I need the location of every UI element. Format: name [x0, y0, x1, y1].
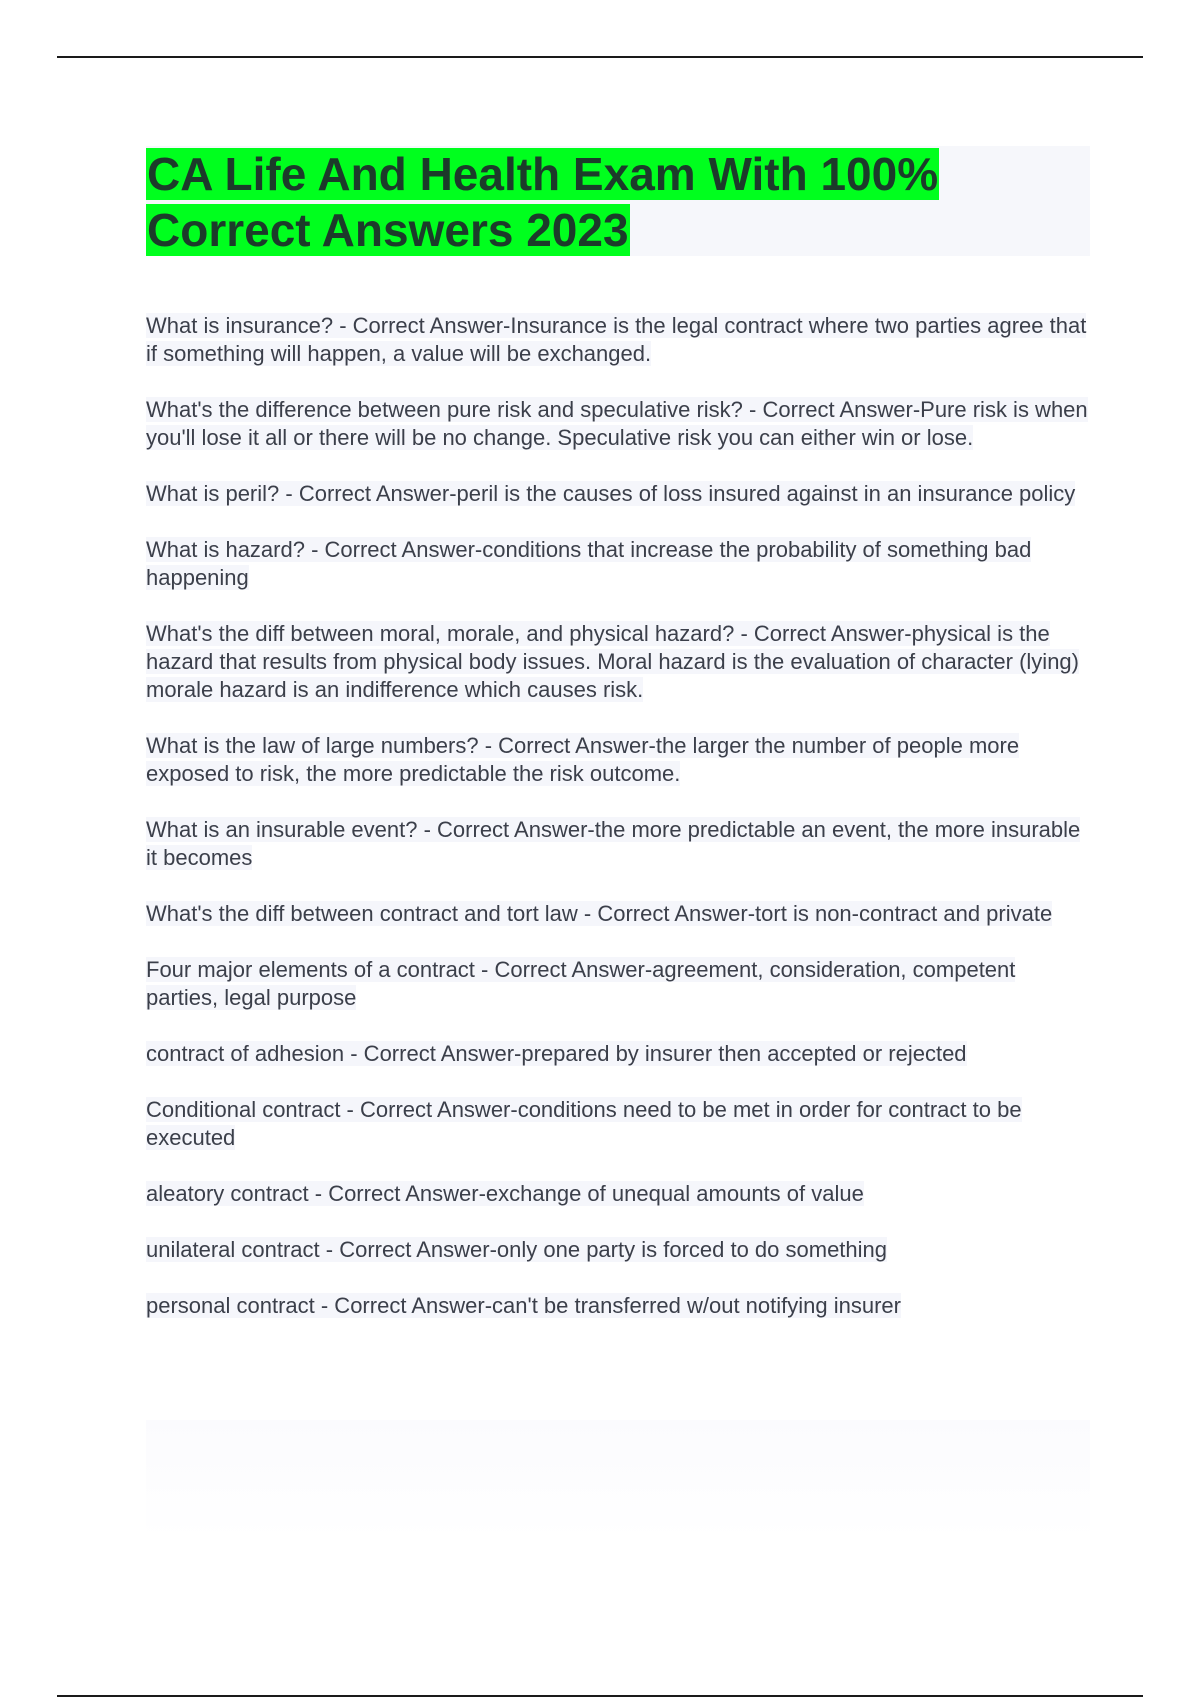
- qa-text: What is hazard? - Correct Answer-conditions that increase the probability of something bad happening: [146, 537, 1032, 590]
- qa-text: What is an insurable event? - Correct Answer-the more predictable an event, the more insurable it becomes: [146, 817, 1081, 870]
- qa-item: [146, 900, 1090, 928]
- title-highlight: CA Life And Health Exam With 100% Correct Answers 2023: [147, 148, 939, 256]
- title-block: [146, 146, 1090, 256]
- qa-text: unilateral contract - Correct Answer-only one party is forced to do something: [146, 1237, 888, 1262]
- qa-text: contract of adhesion - Correct Answer-prepared by insurer then accepted or rejected: [146, 1041, 967, 1066]
- blank-area: [146, 1420, 1090, 1540]
- qa-list: [146, 312, 1090, 1348]
- qa-item: [146, 956, 1090, 1012]
- qa-text: What is peril? - Correct Answer-peril is the causes of loss insured against in an insurance policy: [146, 481, 1076, 506]
- qa-item: [146, 732, 1090, 788]
- top-rule: [57, 56, 1143, 58]
- qa-item: [146, 1096, 1090, 1152]
- qa-item: [146, 1236, 1090, 1264]
- qa-text: personal contract - Correct Answer-can't be transferred w/out notifying insurer: [146, 1293, 901, 1318]
- qa-item: [146, 536, 1090, 592]
- qa-text: What's the diff between moral, morale, and physical hazard? - Correct Answer-physical is the hazard that results from physical body issues. Moral hazard is the evaluation of character (lying) morale hazard is an indifference which causes risk.: [146, 621, 1079, 702]
- bottom-rule: [57, 1695, 1143, 1697]
- qa-item: [146, 1292, 1090, 1320]
- qa-item: [146, 480, 1090, 508]
- qa-item: [146, 312, 1090, 368]
- qa-item: [146, 396, 1090, 452]
- document-title: [146, 146, 1090, 258]
- qa-text: What's the diff between contract and tort law - Correct Answer-tort is non-contract and private: [146, 901, 1053, 926]
- qa-text: Conditional contract - Correct Answer-conditions need to be met in order for contract to be executed: [146, 1097, 1022, 1150]
- qa-text: What is insurance? - Correct Answer-Insurance is the legal contract where two parties agree that if something will happen, a value will be exchanged.: [146, 313, 1087, 366]
- qa-text: What is the law of large numbers? - Correct Answer-the larger the number of people more exposed to risk, the more predictable the risk outcome.: [146, 733, 1020, 786]
- qa-item: [146, 620, 1090, 704]
- qa-item: [146, 1180, 1090, 1208]
- qa-item: [146, 816, 1090, 872]
- qa-text: What's the difference between pure risk and speculative risk? - Correct Answer-Pure risk is when you'll lose it all or there will be no change. Speculative risk you can either win or lose.: [146, 397, 1088, 450]
- qa-text: Four major elements of a contract - Correct Answer-agreement, consideration, competent parties, legal purpose: [146, 957, 1016, 1010]
- qa-item: [146, 1040, 1090, 1068]
- qa-text: aleatory contract - Correct Answer-exchange of unequal amounts of value: [146, 1181, 864, 1206]
